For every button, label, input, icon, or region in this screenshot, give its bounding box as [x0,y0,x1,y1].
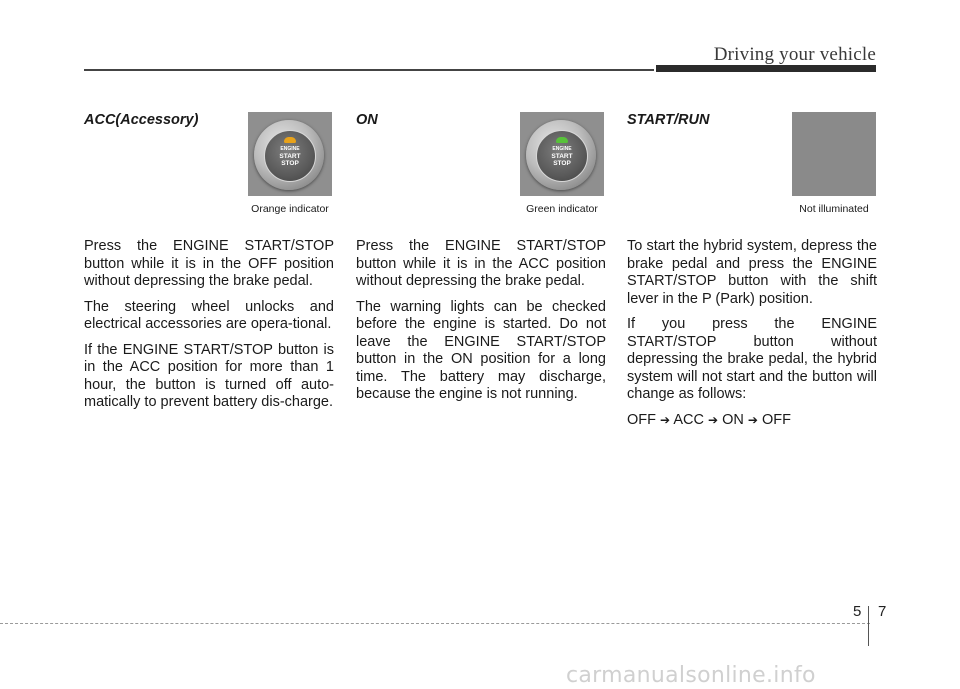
paragraph: If you press the ENGINE START/STOP button without depressing the brake pedal, the hybrid system will not start and the button will change as follows: [627,316,877,402]
button-label [537,146,587,167]
photo-acc-button [248,112,332,215]
sequence-step: OFF [761,411,791,428]
sequence-step: ACC [673,411,704,428]
engine-start-button [254,120,324,190]
arrow-right-icon: ➔ [747,412,758,427]
paragraph: Press the ENGINE START/STOP button while it is in the OFF position without depressing the brake pedal. [84,238,334,289]
paragraph: The warning lights can be checked before the engine is started. Do not leave the ENGINE START/STOP button in the ON position for a long time. The battery may discharge, because the engine is not running. [356,298,606,402]
page-number: 7 [878,603,887,620]
button-label-line1: ENGINE [280,146,300,152]
indicator-lamp-icon [556,137,568,143]
page-header-title: Driving your vehicle [713,44,876,65]
photo-start-run [792,112,876,215]
header-rule-thick [656,65,876,72]
photo-caption: Not illuminated [792,201,876,217]
section-body [356,238,606,412]
photo-caption: Green indicator [520,201,604,217]
section-on [356,108,608,402]
button-label-line1: ENGINE [552,146,572,152]
section-body [627,238,877,437]
paragraph: If the ENGINE START/STOP button is in the ACC position for more than 1 hour, the button is turned off auto-matically to prevent battery dis-charge. [84,341,334,410]
sequence-step: ON [722,411,744,428]
section-body [84,238,334,420]
button-face [536,130,588,182]
button-face [264,130,316,182]
section-acc [84,108,336,410]
button-label-line3: STOP [553,160,571,167]
footer-dashed-rule [0,623,870,624]
indicator-lamp-icon [284,137,296,143]
photo-caption: Orange indicator [248,201,332,217]
paragraph: Press the ENGINE START/STOP button while it is in the ACC position without depressing the brake pedal. [356,238,606,289]
section-start-run [627,108,879,428]
section-title: ACC(Accessory) [84,112,199,128]
section-title: ON [356,112,378,128]
button-label-line3: STOP [281,160,299,167]
button-label-line2: START [279,153,301,160]
photo-on-button [520,112,604,215]
button-label [265,146,315,167]
arrow-right-icon: ➔ [707,412,719,427]
watermark: carmanualsonline.info [566,663,816,688]
arrow-right-icon: ➔ [660,412,671,427]
paragraph: To start the hybrid system, depress the brake pedal and press the ENGINE START/STOP button with the shift lever in the P (Park) position. [627,238,877,307]
button-label-line2: START [551,153,573,160]
button-sequence [627,412,877,430]
section-title: START/RUN [627,112,710,128]
engine-start-button [526,120,596,190]
page-chapter-number: 5 [853,603,862,620]
paragraph: The steering wheel unlocks and electrical accessories are opera-tional. [84,298,334,332]
header-rule-thin [84,69,654,71]
footer-page-divider [868,606,869,646]
sequence-step: OFF [627,411,656,428]
